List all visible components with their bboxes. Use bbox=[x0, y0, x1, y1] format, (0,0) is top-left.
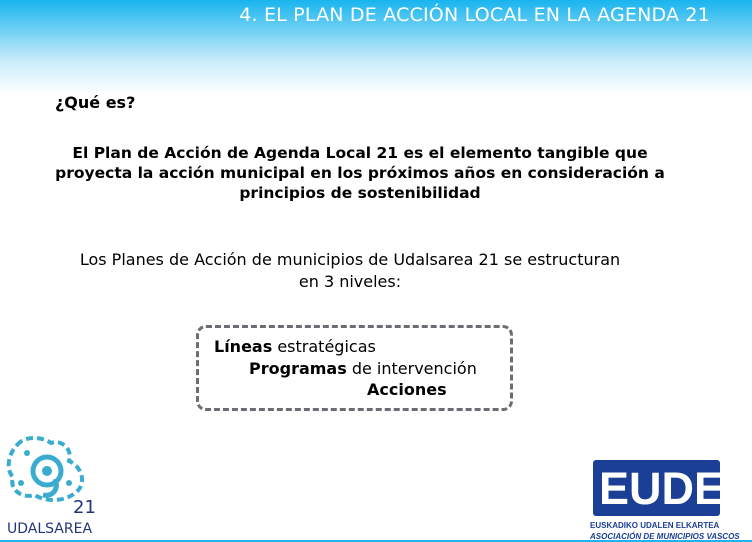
svg-text:UDALSAREA: UDALSAREA bbox=[7, 521, 93, 537]
level-lineas-estrategicas bbox=[214, 337, 376, 357]
level-keyword: Líneas bbox=[214, 337, 273, 356]
eudel-subtitle-basque: EUSKADIKO UDALEN ELKARTEA bbox=[590, 521, 720, 530]
udalsarea-logo bbox=[3, 433, 103, 542]
structure-line: en 3 niveles: bbox=[298, 272, 402, 291]
svg-text:21: 21 bbox=[73, 497, 96, 518]
definition-paragraph bbox=[40, 143, 680, 203]
eudel-logo bbox=[590, 460, 752, 541]
eudel-subtitle-spanish: ASOCIACIÓN DE MUNICIPIOS VASCOS bbox=[590, 532, 740, 541]
definition-line: principios de sostenibilidad bbox=[239, 184, 481, 202]
udalsarea-emblem-icon bbox=[3, 433, 103, 538]
level-programas bbox=[249, 359, 477, 379]
slide-title: 4. EL PLAN DE ACCIÓN LOCAL EN LA AGENDA 21 bbox=[239, 4, 710, 26]
level-text: de intervención bbox=[346, 359, 477, 378]
question-heading: ¿Qué es? bbox=[55, 93, 136, 112]
definition-line: El Plan de Acción de Agenda Local 21 es el elemento tangible que bbox=[72, 144, 648, 162]
eudel-wordmark: EUDEL bbox=[599, 463, 752, 514]
level-text: estratégicas bbox=[272, 337, 376, 356]
level-keyword: Programas bbox=[249, 359, 347, 378]
level-keyword: Acciones bbox=[367, 380, 447, 399]
definition-line: proyecta la acción municipal en los próximos años en consideración a bbox=[55, 164, 665, 182]
level-acciones bbox=[367, 380, 447, 400]
eudel-badge bbox=[593, 460, 752, 516]
structure-line: Los Planes de Acción de municipios de Udalsarea 21 se estructuran bbox=[79, 250, 621, 269]
structure-paragraph bbox=[30, 249, 670, 293]
